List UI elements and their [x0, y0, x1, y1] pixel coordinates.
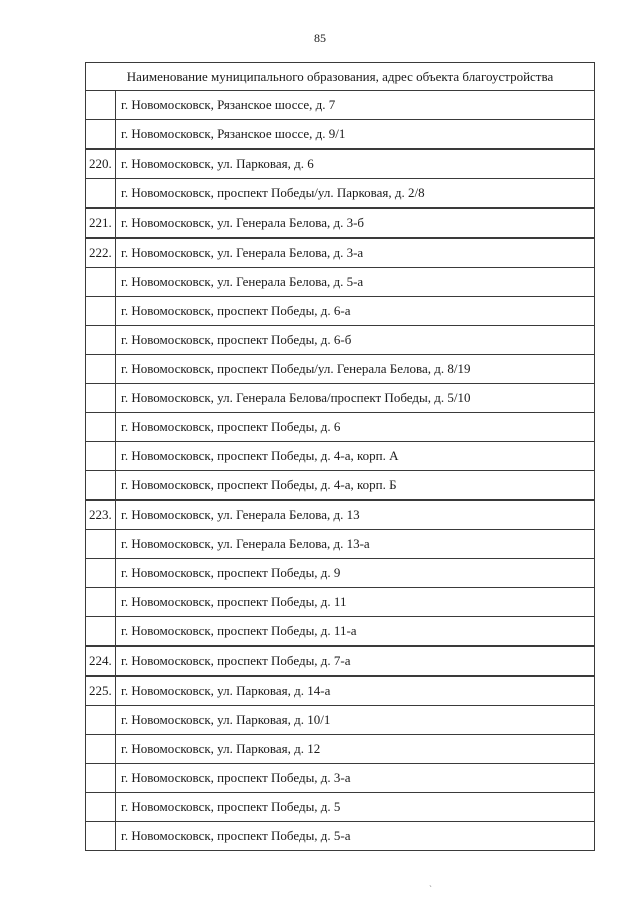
row-address: г. Новомосковск, проспект Победы, д. 6 [116, 413, 595, 442]
row-address: г. Новомосковск, проспект Победы, д. 3-а [116, 764, 595, 793]
row-address: г. Новомосковск, проспект Победы, д. 4-а, корп. Б [116, 471, 595, 501]
row-address: г. Новомосковск, Рязанское шоссе, д. 7 [116, 91, 595, 120]
table-row [86, 208, 595, 238]
table-row [86, 355, 595, 384]
row-number [86, 530, 116, 559]
row-number [86, 588, 116, 617]
table-row [86, 559, 595, 588]
row-address: г. Новомосковск, ул. Генерала Белова, д. 13-а [116, 530, 595, 559]
table-row [86, 179, 595, 209]
row-address: г. Новомосковск, ул. Генерала Белова, д. 5-а [116, 268, 595, 297]
row-number [86, 384, 116, 413]
row-address: г. Новомосковск, проспект Победы/ул. Генерала Белова, д. 8/19 [116, 355, 595, 384]
row-address: г. Новомосковск, проспект Победы, д. 9 [116, 559, 595, 588]
table-row [86, 413, 595, 442]
row-address: г. Новомосковск, проспект Победы, д. 4-а, корп. А [116, 442, 595, 471]
table-row [86, 384, 595, 413]
table-row [86, 297, 595, 326]
row-address: г. Новомосковск, ул. Парковая, д. 6 [116, 149, 595, 179]
row-number: 225. [86, 676, 116, 706]
table-row [86, 149, 595, 179]
row-number: 222. [86, 238, 116, 268]
table-row [86, 588, 595, 617]
row-number [86, 793, 116, 822]
table-row [86, 238, 595, 268]
row-number [86, 617, 116, 647]
table-row [86, 646, 595, 676]
row-address: г. Новомосковск, ул. Генерала Белова, д. 13 [116, 500, 595, 530]
row-address: г. Новомосковск, ул. Генерала Белова, д. 3-б [116, 208, 595, 238]
table-row [86, 326, 595, 355]
table-body [86, 91, 595, 851]
table-row [86, 268, 595, 297]
row-number: 223. [86, 500, 116, 530]
table-row [86, 793, 595, 822]
row-number [86, 413, 116, 442]
row-address: г. Новомосковск, ул. Генерала Белова, д. 3-а [116, 238, 595, 268]
row-address: г. Новомосковск, проспект Победы, д. 5-а [116, 822, 595, 851]
row-number [86, 355, 116, 384]
table-row [86, 822, 595, 851]
row-number [86, 442, 116, 471]
row-number [86, 179, 116, 209]
row-address: г. Новомосковск, ул. Генерала Белова/проспект Победы, д. 5/10 [116, 384, 595, 413]
table-row [86, 617, 595, 647]
row-number: 224. [86, 646, 116, 676]
table-header-row [86, 63, 595, 91]
row-number [86, 91, 116, 120]
table-row [86, 764, 595, 793]
row-address: г. Новомосковск, проспект Победы, д. 5 [116, 793, 595, 822]
row-address: г. Новомосковск, проспект Победы, д. 11-а [116, 617, 595, 647]
table-row [86, 120, 595, 150]
row-address: г. Новомосковск, ул. Парковая, д. 10/1 [116, 706, 595, 735]
row-number [86, 559, 116, 588]
row-number [86, 706, 116, 735]
row-number: 221. [86, 208, 116, 238]
row-address: г. Новомосковск, проспект Победы, д. 6-б [116, 326, 595, 355]
scan-speck: ˎ [429, 877, 432, 887]
table-row [86, 471, 595, 501]
row-number [86, 120, 116, 150]
table-row [86, 91, 595, 120]
row-address: г. Новомосковск, ул. Парковая, д. 12 [116, 735, 595, 764]
table-row [86, 676, 595, 706]
table-row [86, 442, 595, 471]
row-address: г. Новомосковск, проспект Победы, д. 7-а [116, 646, 595, 676]
row-address: г. Новомосковск, проспект Победы/ул. Парковая, д. 2/8 [116, 179, 595, 209]
table-row [86, 706, 595, 735]
row-number [86, 822, 116, 851]
row-address: г. Новомосковск, проспект Победы, д. 11 [116, 588, 595, 617]
row-number [86, 735, 116, 764]
row-number [86, 471, 116, 501]
page-number: 85 [314, 31, 326, 45]
table-row [86, 735, 595, 764]
row-number [86, 764, 116, 793]
table-row [86, 500, 595, 530]
table-header: Наименование муниципального образования, адрес объекта благоустройства [86, 63, 595, 91]
row-number: 220. [86, 149, 116, 179]
row-number [86, 268, 116, 297]
row-number [86, 326, 116, 355]
address-table [85, 62, 595, 851]
row-address: г. Новомосковск, ул. Парковая, д. 14-а [116, 676, 595, 706]
row-number [86, 297, 116, 326]
row-address: г. Новомосковск, Рязанское шоссе, д. 9/1 [116, 120, 595, 150]
row-address: г. Новомосковск, проспект Победы, д. 6-а [116, 297, 595, 326]
table-row [86, 530, 595, 559]
